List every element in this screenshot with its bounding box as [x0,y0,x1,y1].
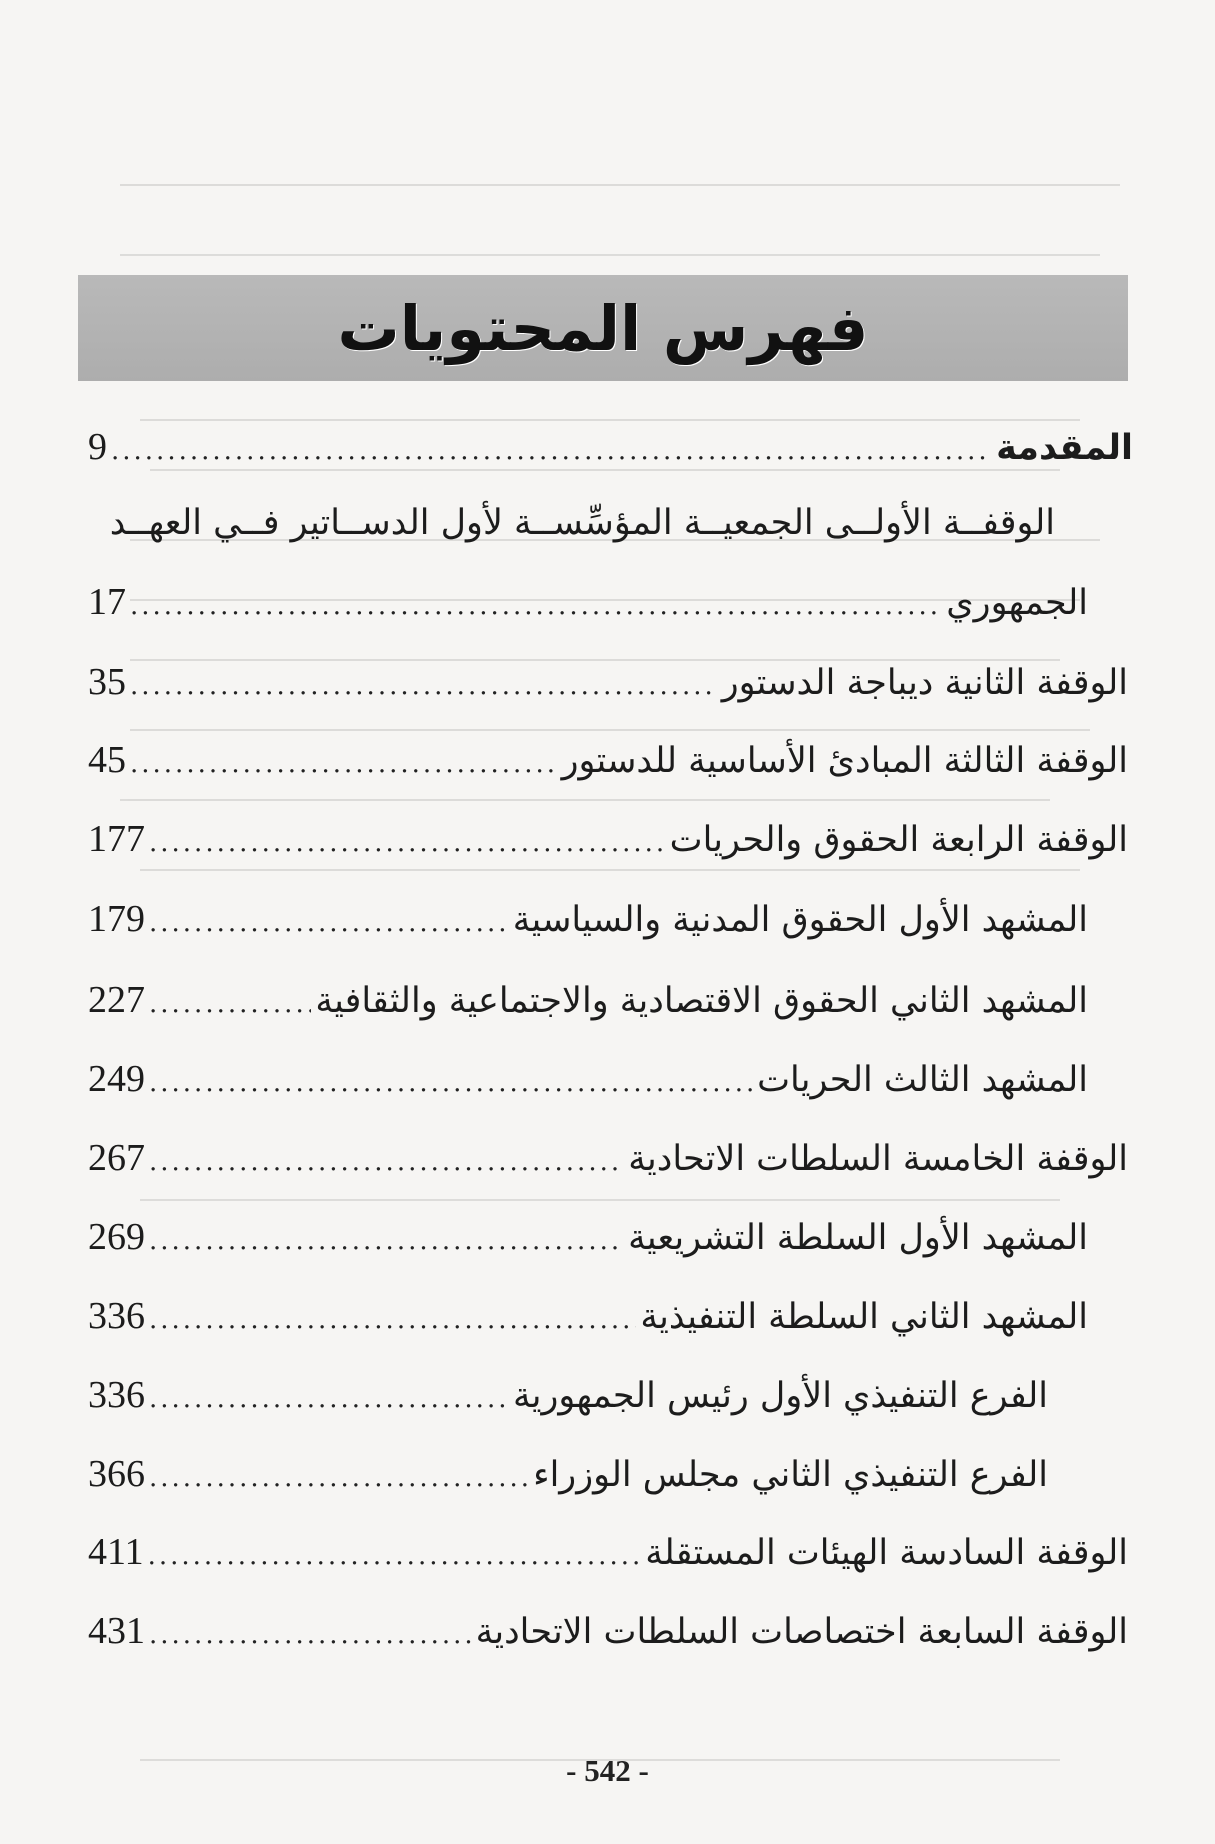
dot-leader [149,1620,472,1650]
dot-leader [149,1463,529,1493]
toc-item-page: 336 [88,1374,145,1416]
toc-item-title: الوقفة الثانية ديباجة الدستور [721,663,1128,703]
toc-item-title: المشهد الثاني الحقوق الاقتصادية والاجتماعية والثقافية [315,981,1088,1021]
toc-item[interactable] [88,660,1128,720]
toc-item-title: الوقفة الخامسة السلطات الاتحادية [628,1139,1128,1179]
dot-leader [149,989,311,1019]
toc-item[interactable] [88,897,1088,957]
toc-item[interactable] [88,978,1088,1038]
toc-item-page: 249 [88,1058,145,1100]
dot-leader [149,1147,624,1177]
toc-item-page: 45 [88,739,126,781]
toc-item-title: الفرع التنفيذي الثاني مجلس الوزراء [533,1455,1048,1495]
toc-item-page: 227 [88,979,145,1021]
page-title: فهرس المحتويات [337,291,869,365]
toc-item-page: 35 [88,661,126,703]
dot-leader [149,1226,624,1256]
toc-item-page: 411 [88,1531,144,1573]
toc-item[interactable] [88,1294,1088,1354]
toc-item-title: المشهد الأول السلطة التشريعية [628,1218,1088,1258]
dot-leader [130,591,942,621]
toc-item-title: المشهد الثالث الحريات [757,1060,1088,1100]
toc-item-title: المشهد الأول الحقوق المدنية والسياسية [512,900,1088,940]
toc-item[interactable] [88,738,1128,798]
toc-item[interactable] [88,1136,1128,1196]
toc-item-page: 9 [88,426,107,468]
toc-item-title: الوقفة الثالثة المبادئ الأساسية للدستور [561,741,1128,781]
toc-item-page: 17 [88,581,126,623]
toc-item[interactable] [88,1530,1128,1590]
toc-item[interactable] [88,1215,1088,1275]
dot-leader [149,1305,636,1335]
toc-item-title: المقدمة [996,428,1133,468]
toc-item-title: الوقفة السابعة اختصاصات السلطات الاتحادية [475,1612,1128,1652]
toc-item-page: 267 [88,1137,145,1179]
toc-item-page: 336 [88,1295,145,1337]
toc-item-title: الفرع التنفيذي الأول رئيس الجمهورية [512,1376,1048,1416]
dot-leader [149,1384,509,1414]
toc-item-first-line[interactable]: الوقفــة الأولــى الجمعيــة المؤسِّســة لأول الدســاتير فــي العهــد [109,503,1055,543]
toc-item[interactable] [88,1609,1128,1669]
dot-leader [149,828,666,858]
dot-leader [149,1068,753,1098]
toc-item-page: 269 [88,1216,145,1258]
dot-leader [130,749,558,779]
toc-item-title: الجمهوري [946,583,1088,623]
toc-item-page: 179 [88,898,145,940]
toc-item-first-continuation[interactable] [88,580,1088,640]
title-banner [78,275,1128,381]
toc-item-title: الوقفة الرابعة الحقوق والحريات [669,820,1128,860]
toc-item-title: المشهد الثاني السلطة التنفيذية [640,1297,1088,1337]
toc-item[interactable] [88,1452,1048,1512]
toc-item-page: 431 [88,1610,145,1652]
toc-item-title: الوقفة السادسة الهيئات المستقلة [645,1533,1128,1573]
page-number: - 542 - [566,1753,649,1788]
toc-item[interactable] [88,1057,1088,1117]
dot-leader [149,908,509,938]
dot-leader [148,1541,642,1571]
toc-item[interactable] [88,1373,1048,1433]
toc-item-page: 366 [88,1453,145,1495]
toc-item[interactable] [88,817,1128,877]
dot-leader [130,671,718,701]
toc-item-page: 177 [88,818,145,860]
dot-leader [111,436,992,466]
toc-item-intro[interactable] [88,425,1133,485]
